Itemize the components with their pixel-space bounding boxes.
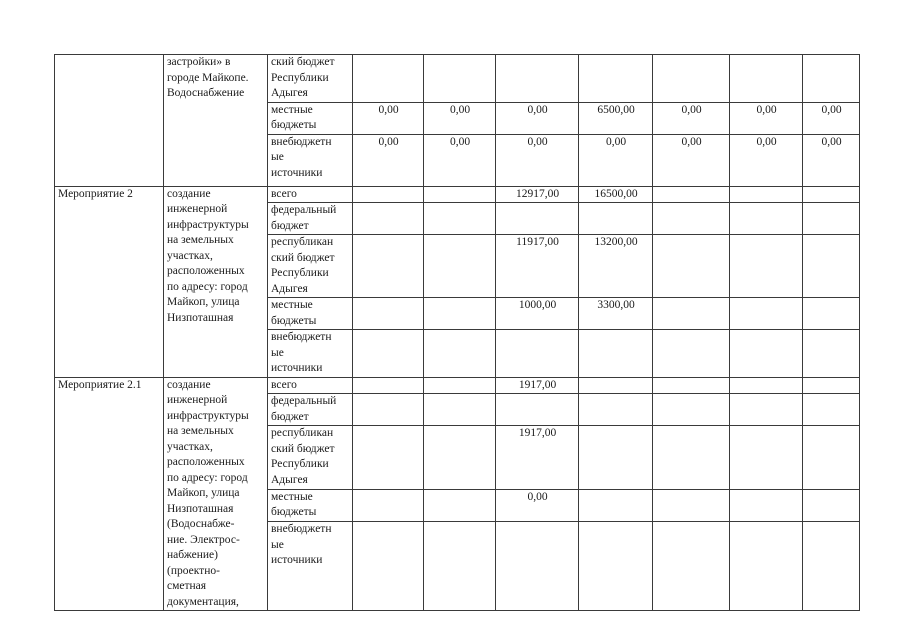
value-cell [424, 426, 496, 490]
funding-source-cell [268, 489, 353, 521]
funding-source-line: местные [271, 103, 313, 116]
value-cell [730, 235, 803, 298]
value-cell: 0,00 [496, 134, 579, 186]
value-cell: 0,00 [653, 102, 730, 134]
event-description-line: ние. Электрос- [167, 533, 240, 546]
value-cell [730, 489, 803, 521]
value-cell [803, 235, 860, 298]
value-cell: 13200,00 [579, 235, 653, 298]
funding-source-line: ые [271, 151, 284, 163]
event-description-line: участках, [167, 440, 213, 453]
value-cell [353, 394, 424, 426]
value-cell [424, 522, 496, 611]
value-cell [496, 522, 579, 611]
event-description-line: (проектно- [167, 564, 220, 577]
funding-source-line: республикан [271, 236, 334, 248]
value-cell [730, 426, 803, 490]
value-cell [730, 186, 803, 203]
value-cell [424, 298, 496, 330]
event-description-line: инженерной [167, 203, 228, 215]
value-cell [730, 55, 803, 103]
funding-source-line: бюджет [271, 410, 309, 423]
event-description-line: на земельных [167, 234, 234, 246]
event-name: Мероприятие 2.1 [58, 378, 142, 391]
funding-source-cell [268, 394, 353, 426]
event-description-cell [164, 186, 268, 377]
funding-source-line: ые [271, 538, 284, 551]
funding-source-line: бюджеты [271, 506, 317, 519]
value-cell [353, 298, 424, 330]
funding-source-line: бюджеты [271, 119, 317, 131]
event-name: Мероприятие 2 [58, 187, 133, 200]
funding-source-cell [268, 102, 353, 134]
event-name-cell [55, 377, 164, 611]
value-cell [803, 55, 860, 103]
value-cell [730, 522, 803, 611]
value-cell [353, 203, 424, 235]
funding-source-cell [268, 522, 353, 611]
event-description-line: документация, [167, 595, 239, 608]
funding-source-line: источники [271, 166, 323, 179]
event-description-cell [164, 377, 268, 611]
value-cell [803, 330, 860, 378]
value-cell [579, 426, 653, 490]
event-name-cell [55, 186, 164, 377]
event-description-line: расположенных [167, 265, 245, 277]
table-row [55, 377, 860, 394]
event-description-line: Майкоп, улица [167, 296, 240, 308]
funding-source-line: республикан [271, 427, 334, 440]
value-cell [579, 377, 653, 394]
funding-source-line: внебюджетн [271, 331, 332, 343]
value-cell: 12917,00 [496, 186, 579, 203]
funding-source-line: всего [271, 378, 297, 391]
value-cell [579, 330, 653, 378]
value-cell [730, 377, 803, 394]
funding-source-cell [268, 330, 353, 378]
event-description-cell [164, 55, 268, 187]
funding-source-cell [268, 298, 353, 330]
funding-source-cell [268, 186, 353, 203]
value-cell: 0,00 [803, 102, 860, 134]
value-cell [424, 55, 496, 103]
value-cell [803, 298, 860, 330]
value-cell [353, 489, 424, 521]
value-cell [653, 377, 730, 394]
value-cell [653, 426, 730, 490]
value-cell [803, 522, 860, 611]
value-cell [353, 330, 424, 378]
funding-source-line: федеральный [271, 204, 337, 216]
funding-source-line: всего [271, 187, 297, 200]
value-cell [353, 55, 424, 103]
funding-source-line: бюджеты [271, 314, 317, 327]
funding-source-line: Адыгея [271, 473, 308, 486]
funding-source-line: источники [271, 362, 323, 374]
value-cell [353, 522, 424, 611]
event-description-line: участках, [167, 249, 213, 262]
value-cell [424, 377, 496, 394]
table-row [55, 55, 860, 103]
event-description-line: набжение) [167, 549, 218, 561]
event-description-line: Низпоташная [167, 311, 234, 324]
value-cell [730, 330, 803, 378]
value-cell [424, 394, 496, 426]
event-description-line: инфраструктуры [167, 409, 249, 422]
value-cell: 0,00 [730, 102, 803, 134]
event-description-line: (Водоснабже- [167, 518, 235, 530]
value-cell: 0,00 [353, 134, 424, 186]
event-description-line: городе Майкопе. [167, 71, 249, 84]
value-cell [653, 298, 730, 330]
value-cell [424, 330, 496, 378]
value-cell [579, 55, 653, 103]
event-description-line: Низпоташная [167, 502, 234, 515]
event-description-line: инфраструктуры [167, 218, 249, 231]
value-cell [353, 186, 424, 203]
funding-source-line: Республики [271, 458, 329, 471]
value-cell [803, 426, 860, 490]
funding-source-cell [268, 426, 353, 490]
value-cell: 16500,00 [579, 186, 653, 203]
value-cell: 0,00 [730, 134, 803, 186]
table-row [55, 186, 860, 203]
value-cell [353, 235, 424, 298]
value-cell [730, 298, 803, 330]
value-cell [653, 235, 730, 298]
value-cell [579, 203, 653, 235]
funding-source-line: Республики [271, 71, 329, 84]
value-cell [653, 55, 730, 103]
funding-source-line: Адыгея [271, 282, 308, 295]
value-cell [496, 394, 579, 426]
value-cell [803, 394, 860, 426]
value-cell: 6500,00 [579, 102, 653, 134]
value-cell [803, 377, 860, 394]
funding-source-line: внебюджетн [271, 523, 332, 536]
value-cell [424, 235, 496, 298]
funding-source-cell [268, 134, 353, 186]
funding-source-line: Республики [271, 267, 329, 279]
value-cell [424, 186, 496, 203]
value-cell: 0,00 [496, 489, 579, 521]
event-description-line: по адресу: город [167, 471, 248, 484]
value-cell [653, 203, 730, 235]
value-cell [496, 55, 579, 103]
value-cell: 0,00 [653, 134, 730, 186]
funding-source-cell [268, 55, 353, 103]
value-cell [579, 522, 653, 611]
value-cell [353, 426, 424, 490]
value-cell [653, 489, 730, 521]
value-cell [803, 489, 860, 521]
funding-source-line: ский бюджет [271, 442, 335, 455]
funding-source-line: местные [271, 299, 313, 311]
value-cell: 1917,00 [496, 377, 579, 394]
event-description-line: создание [167, 187, 211, 200]
funding-source-cell [268, 203, 353, 235]
event-name-cell [55, 55, 164, 187]
funding-source-line: внебюджетн [271, 135, 332, 148]
event-description-line: создание [167, 378, 211, 391]
value-cell: 0,00 [579, 134, 653, 186]
value-cell [424, 489, 496, 521]
value-cell: 0,00 [496, 102, 579, 134]
value-cell [424, 203, 496, 235]
funding-source-cell [268, 235, 353, 298]
event-description-line: сметная [167, 580, 207, 592]
value-cell [353, 377, 424, 394]
value-cell [730, 203, 803, 235]
value-cell [730, 394, 803, 426]
funding-source-line: ский бюджет [271, 251, 335, 264]
funding-source-line: федеральный [271, 395, 337, 408]
value-cell: 1917,00 [496, 426, 579, 490]
value-cell: 0,00 [803, 134, 860, 186]
event-description-line: на земельных [167, 425, 234, 437]
budget-table [54, 54, 860, 611]
value-cell [653, 522, 730, 611]
funding-source-line: бюджет [271, 219, 309, 232]
value-cell [803, 186, 860, 203]
funding-source-line: местные [271, 490, 313, 503]
value-cell: 3300,00 [579, 298, 653, 330]
value-cell: 0,00 [424, 102, 496, 134]
value-cell [496, 330, 579, 378]
value-cell: 0,00 [353, 102, 424, 134]
funding-source-line: ые [271, 346, 284, 359]
value-cell [653, 394, 730, 426]
value-cell [579, 394, 653, 426]
value-cell [496, 203, 579, 235]
value-cell: 11917,00 [496, 235, 579, 298]
event-description-line: расположенных [167, 456, 245, 468]
event-description-line: инженерной [167, 394, 228, 406]
funding-source-cell [268, 377, 353, 394]
funding-source-line: Адыгея [271, 87, 308, 99]
value-cell: 1000,00 [496, 298, 579, 330]
event-description-line: Майкоп, улица [167, 487, 240, 499]
event-description-line: застройки» в [167, 56, 231, 68]
funding-source-line: источники [271, 554, 323, 567]
value-cell [803, 203, 860, 235]
event-description-line: Водоснабжение [167, 87, 245, 99]
value-cell [579, 489, 653, 521]
funding-source-line: ский бюджет [271, 56, 335, 68]
value-cell [653, 186, 730, 203]
value-cell: 0,00 [424, 134, 496, 186]
value-cell [653, 330, 730, 378]
event-description-line: по адресу: город [167, 280, 248, 293]
